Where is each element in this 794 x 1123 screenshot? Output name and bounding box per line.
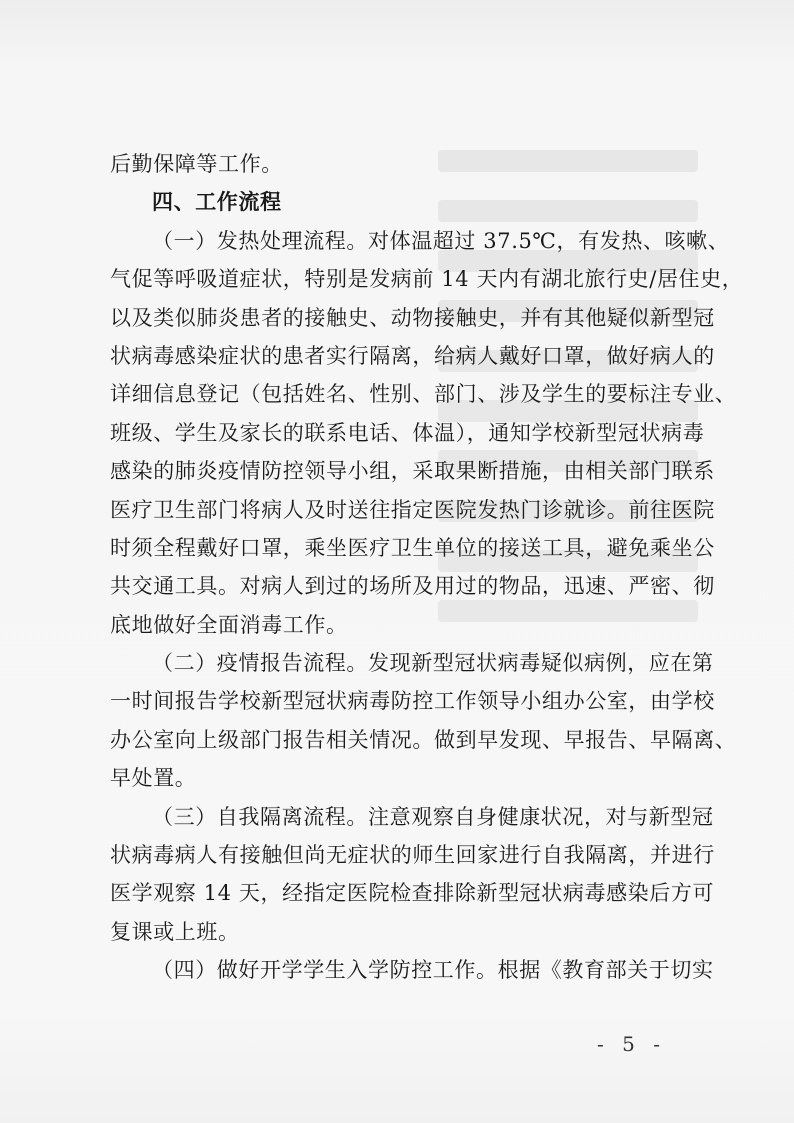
paragraph-line: 感染的肺炎疫情防控领导小组，采取果断措施，由相关部门联系 <box>110 459 715 484</box>
paragraph-line: 医学观察 14 天，经指定医院检查排除新型冠状病毒感染后方可 <box>110 881 715 906</box>
paragraph-line: （一）发热处理流程。对体温超过 37.5℃，有发热、咳嗽、 <box>152 228 730 253</box>
section-heading: 四、工作流程 <box>152 190 282 215</box>
paragraph-line: 医疗卫生部门将病人及时送往指定医院发热门诊就诊。前往医院 <box>110 497 715 522</box>
paragraph-line: 一时间报告学校新型冠状病毒防控工作领导小组办公室，由学校 <box>110 689 715 714</box>
paragraph-line: （四）做好开学学生入学防控工作。根据《教育部关于切实 <box>152 958 714 983</box>
body-text <box>110 145 744 990</box>
paragraph-line: 时须全程戴好口罩，乘坐医疗卫生单位的接送工具，避免乘坐公 <box>110 535 715 560</box>
page-number: - 5 - <box>597 1032 666 1056</box>
paragraph-line: 详细信息登记（包括姓名、性别、部门、涉及学生的要标注专业、 <box>110 382 737 407</box>
paragraph-line: 班级、学生及家长的联系电话、体温），通知学校新型冠状病毒 <box>110 420 705 445</box>
paragraph-line: 早处置。 <box>110 766 197 791</box>
paragraph-line: （二）疫情报告流程。发现新型冠状病毒疑似病例，应在第 <box>152 651 714 676</box>
paragraph-line: 底地做好全面消毒工作。 <box>110 612 348 637</box>
paragraph-line: 共交通工具。对病人到过的场所及用过的物品，迅速、严密、彻 <box>110 574 715 599</box>
paragraph-line: 复课或上班。 <box>110 919 240 944</box>
paragraph-line: 气促等呼吸道症状，特别是发病前 14 天内有湖北旅行史/居住史， <box>110 267 744 292</box>
paragraph-line: 以及类似肺炎患者的接触史、动物接触史，并有其他疑似新型冠 <box>110 305 715 330</box>
paragraph-line: 后勤保障等工作。 <box>110 152 283 176</box>
paragraph-line: （三）自我隔离流程。注意观察自身健康状况，对与新型冠 <box>152 804 714 829</box>
paragraph-line: 状病毒病人有接触但尚无症状的师生回家进行自我隔离，并进行 <box>110 843 715 868</box>
paragraph-line: 状病毒感染症状的患者实行隔离，给病人戴好口罩，做好病人的 <box>110 343 715 368</box>
paragraph-line: 办公室向上级部门报告相关情况。做到早发现、早报告、早隔离、 <box>110 727 737 752</box>
